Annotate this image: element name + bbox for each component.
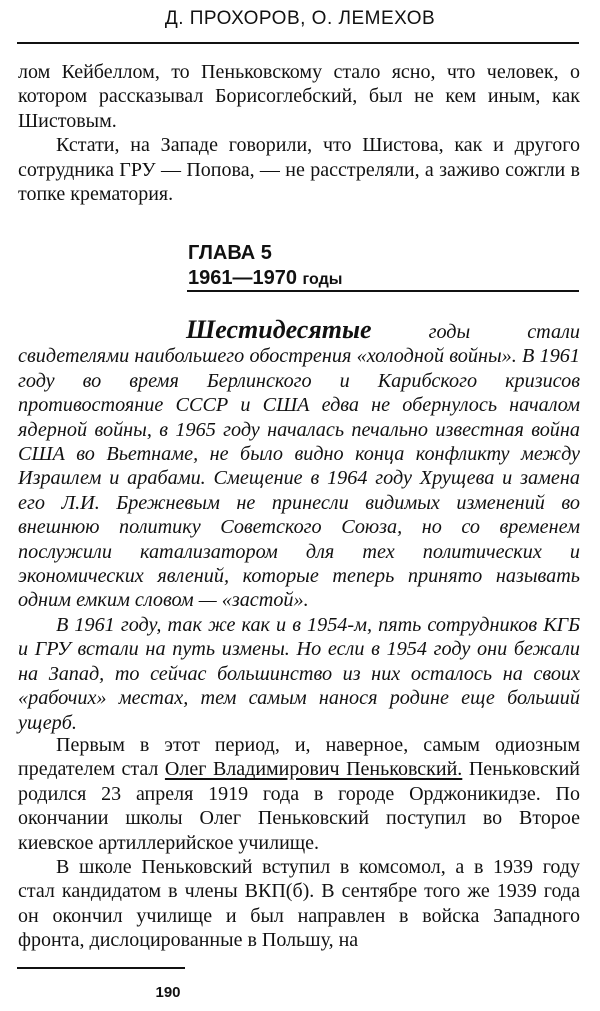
paragraph: [18, 315, 580, 613]
chapter-years: [188, 266, 342, 292]
paragraph-text: годы стали свидетелями наибольшего обострения «холодной войны». В 1961 году во время Берлинского и Карибского кризисов противостояние СССР и США едва не обернулось началом ядерной войны, в 1965 году началась печально известная война США во Вьетнаме, не было видно конца конфликту между Израилем и арабами. Смещение в 1964 году Хрущева и замена его Л.И. Брежневым не принесли видимых изменений во внешнюю политику Советского Союза, но со временем послужили катализатором для тех политических и экономических явлений, которые теперь принято называть одним емким словом — «застой».: [18, 321, 580, 612]
chapter-heading: [188, 241, 342, 292]
paragraph: лом Кейбеллом, то Пеньковскому стало ясно, что человек, о котором рассказывал Борисоглебский, был не кем иным, как Шистовым.: [18, 61, 580, 132]
paragraph: В 1961 году, так же как и в 1954-м, пять сотрудников КГБ и ГРУ встали на путь измены. Но если в 1954 году они бежали на Запад, то сейчас большинство из них осталось на своих «рабочих» местах, тем самым нанося родине еще больший ущерб.: [18, 613, 580, 734]
epigraph: [18, 315, 580, 735]
header-rule: [17, 42, 579, 44]
paragraph-text: Первым в этот период, и, наверное, самым одиозным предателем стал: [18, 734, 580, 781]
footer-rule: [17, 967, 185, 969]
chapter-years-range: 1961—1970: [188, 267, 297, 289]
running-header: Д. ПРОХОРОВ, О. ЛЕМЕХОВ: [164, 8, 436, 29]
lead-word: Шестидесятые: [186, 315, 372, 344]
continuation-text: [18, 60, 580, 206]
paragraph: В школе Пеньковский вступил в комсомол, а в 1939 году стал кандидатом в члены ВКП(б). В сентябре того же 1939 года он окончил училище и был направлен в войска Западного фронта, дислоцированные в Польшу, на: [18, 856, 580, 952]
chapter-years-suffix: годы: [302, 271, 343, 288]
page-number: 190: [155, 984, 181, 1001]
paragraph-text: Пеньковский родился 23 апреля 1919 года в городе Орджоникидзе. По окончании школы Олег Пеньковский поступил во Второе киевское артиллерийское училище.: [18, 758, 580, 854]
underlined-name: Олег Владимирович Пеньковский.: [164, 758, 463, 781]
paragraph: Кстати, на Западе говорили, что Шистова, как и другого сотрудника ГРУ — Попова, — не расстреляли, а заживо сожгли в топке крематория.: [18, 134, 580, 206]
body-text: [18, 733, 580, 953]
chapter-label: ГЛАВА 5: [188, 242, 272, 264]
chapter-rule: [187, 290, 579, 292]
paragraph: [18, 733, 580, 855]
